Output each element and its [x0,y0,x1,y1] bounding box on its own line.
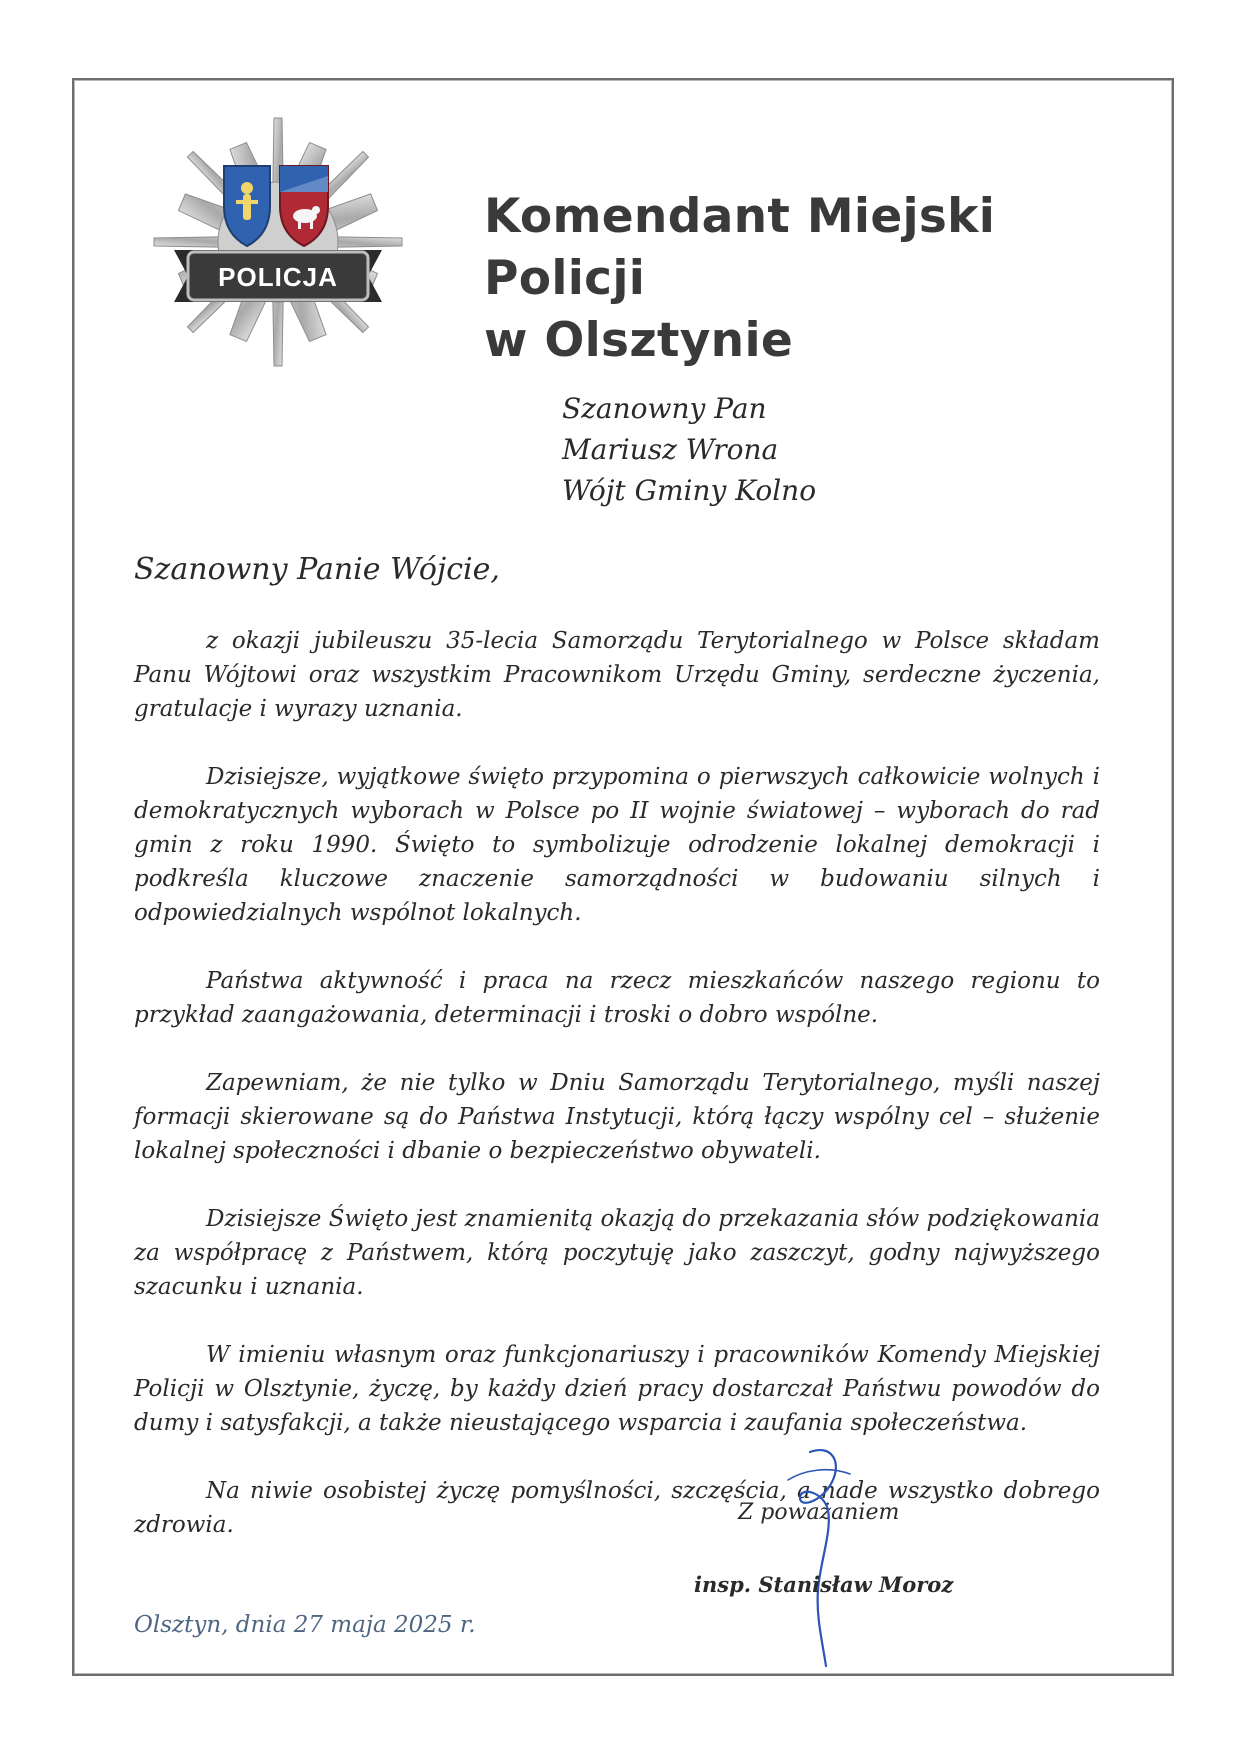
badge-ribbon [174,250,382,302]
body-paragraph: W imieniu własnym oraz funkcjonariuszy i pracowników Komendy Miejskiej Policji w Olsztynie, życzę, by każdy dzień pracy dostarczał Państwu powodów do dumy i satysfakcji, a także nieustającego wsparcia i zaufania społeczeństwa. [134,1342,1100,1436]
letterhead-line-2: w Olsztynie [484,313,794,368]
body-paragraph: Dzisiejsze, wyjątkowe święto przypomina o pierwszych całkowicie wolnych i demokratycznych wyborach w Polsce po II wojnie światowej – wyborach do rad gmin z roku 1990. Święto to symbolizuje odrodzenie lokalnej demokracji i podkreśla kluczowe znaczenie samorządności w budowaniu silnych i odpowiedzialnych wspólnot lokalnych. [134,764,1100,926]
letterhead-line-1: Komendant Miejski Policji [484,189,996,306]
badge-label: POLICJA [218,262,338,292]
recipient-line-1: Szanowny Pan [562,392,767,425]
closing-phrase: Z poważaniem [738,1500,900,1525]
place-and-date: Olsztyn, dnia 27 maja 2025 r. [134,1612,476,1638]
recipient-line-2: Mariusz Wrona [562,433,779,466]
body-paragraph: Dzisiejsze Święto jest znamienitą okazją do przekazania słów podziękowania za współpracę z Państwem, którą poczytuję jako zaszczyt, godny najwyższego szacunku i uznania. [134,1206,1100,1300]
star-rays [154,118,402,366]
letterhead-title [484,186,1144,372]
police-star-badge [148,116,408,368]
body-paragraph: Zapewniam, że nie tylko w Dniu Samorządu Terytorialnego, myśli naszej formacji skierowane są do Państwa Instytucji, którą łączy wspólny cel – służenie lokalnej społeczności i dbanie o bezpieczeństwo obywateli. [134,1070,1100,1164]
signer-name: insp. Stanisław Moroz [694,1572,954,1597]
handwritten-signature [770,1440,870,1670]
body-paragraph: Państwa aktywność i praca na rzecz mieszkańców naszego regionu to przykład zaangażowania, determinacji i troski o dobro wspólne. [134,968,1100,1028]
recipient-line-3: Wójt Gminy Kolno [562,474,817,507]
body-paragraph: z okazji jubileuszu 35-lecia Samorządu Terytorialnego w Polsce składam Panu Wójtowi oraz wszystkim Pracownikom Urzędu Gminy, serdeczne życzenia, gratulacje i wyrazy uznania. [134,628,1100,722]
letter-body [134,624,1100,1542]
recipient-block [562,388,1122,511]
salutation: Szanowny Panie Wójcie, [134,552,500,587]
body-paragraph: Na niwie osobistej życzę pomyślności, szczęścia, a nade wszystko dobrego zdrowia. [134,1478,1100,1538]
